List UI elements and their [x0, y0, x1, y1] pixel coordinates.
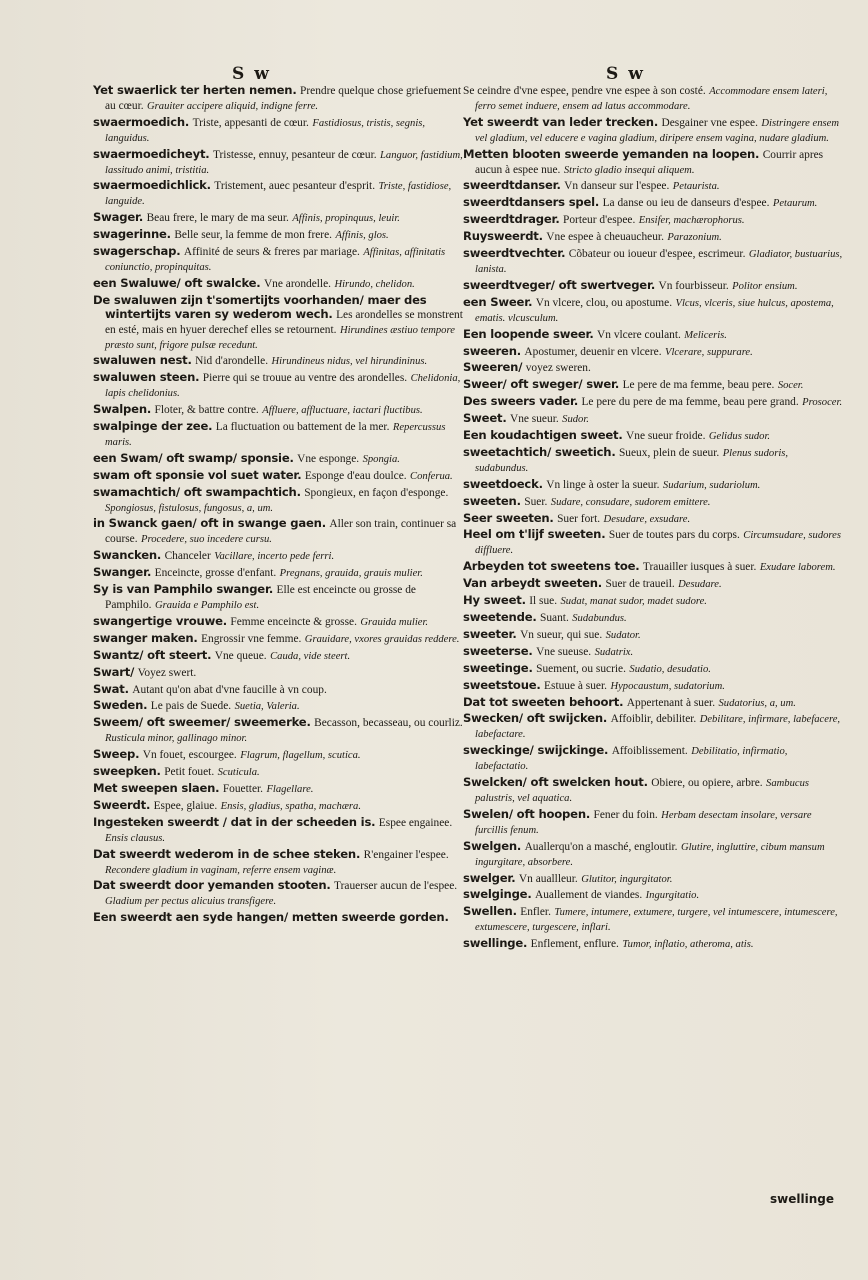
latin-gloss: Circumsudare, sudores diffluere.: [475, 530, 841, 557]
headword: swaermoedichlick.: [93, 178, 211, 193]
french-gloss: Enflement, enflure.: [530, 938, 619, 951]
french-gloss: Fouetter.: [222, 782, 264, 795]
dictionary-entry: [93, 765, 465, 780]
french-gloss: Estuue à suer.: [544, 679, 607, 692]
dictionary-entry: [93, 452, 465, 467]
latin-gloss: Prosocer.: [802, 397, 843, 409]
latin-gloss: Spongia.: [362, 453, 400, 465]
french-gloss: Vn fouet, escourgee.: [142, 749, 237, 762]
dictionary-entry: [463, 577, 843, 592]
latin-gloss: Grauida mulier.: [360, 616, 429, 628]
french-gloss: Pierre qui se trouue au ventre des arondelles.: [202, 372, 408, 385]
dictionary-entry: [463, 560, 843, 575]
french-gloss: Vn auallleur.: [518, 872, 578, 885]
french-gloss: Sueux, plein de sueur.: [618, 446, 720, 459]
headword: Van arbeydt sweeten.: [463, 576, 602, 591]
french-gloss: Belle seur, la femme de mon frere.: [174, 229, 332, 242]
latin-gloss: Cauda, vide steert.: [270, 650, 351, 662]
dictionary-entry: [463, 495, 843, 510]
french-gloss: La fluctuation ou battement de la mer.: [215, 421, 390, 434]
latin-gloss: Vlcerare, suppurare.: [665, 346, 753, 358]
latin-gloss: Gladiator, bustuarius, lanista.: [475, 249, 843, 275]
dictionary-entry: [463, 872, 843, 887]
latin-gloss: Ensis clausus.: [105, 832, 166, 844]
french-gloss: Nid d'arondelle.: [195, 355, 269, 368]
latin-gloss: Ensis, gladius, spatha, machæra.: [220, 800, 361, 812]
dictionary-entry: [93, 245, 465, 275]
headword: swam oft sponsie vol suet water.: [93, 467, 302, 482]
french-gloss: La danse ou ieu de danseurs d'espee.: [602, 197, 770, 210]
headword: een Swam/ oft swamp/ sponsie.: [93, 450, 294, 465]
dictionary-entry: [463, 179, 843, 194]
latin-gloss: Glutire, ingluttire, cibum mansum ingurgitare, absorbere.: [475, 841, 825, 868]
headword: swaluwen steen.: [93, 370, 200, 385]
latin-gloss: Accommodare ensem lateri, ferro semet induere, ensem ad latus accommodare.: [475, 86, 828, 112]
french-gloss: Affinité de seurs & freres par mariage.: [183, 246, 360, 259]
french-gloss: Engrossir vne femme.: [201, 632, 302, 645]
headword: een Swaluwe/ oft swalcke.: [93, 275, 261, 290]
headword: sweeren.: [463, 343, 521, 358]
latin-gloss: Recondere gladium in vaginam, referre ensem vaginæ.: [105, 864, 337, 876]
dictionary-entry: [93, 748, 465, 763]
dictionary-entry: [93, 371, 465, 401]
dictionary-entry: [463, 84, 843, 114]
dictionary-entry: [93, 583, 465, 613]
headword: swelger.: [463, 870, 516, 885]
dictionary-entry: [93, 294, 465, 353]
dictionary-entry: [463, 213, 843, 228]
headword: swaermoedicheyt.: [93, 146, 210, 161]
running-head-left: S w: [232, 64, 271, 84]
headword: swanger maken.: [93, 630, 198, 645]
dictionary-entry: [93, 683, 465, 698]
dictionary-entry: [93, 848, 465, 878]
dictionary-entry: [93, 84, 465, 114]
dictionary-entry: [93, 782, 465, 797]
headword: swaermoedich.: [93, 114, 190, 129]
dictionary-entry: [93, 116, 465, 146]
headword: Swart/: [93, 664, 135, 679]
latin-gloss: Sambucus palustris, vel aquatica.: [475, 778, 810, 804]
headword: Hy sweet.: [463, 593, 526, 608]
latin-gloss: Sudabundus.: [572, 613, 627, 624]
latin-gloss: Sudator.: [605, 629, 641, 641]
latin-gloss: Hirundineus nidus, vel hirundininus.: [271, 356, 428, 368]
french-gloss: Espee engainee.: [378, 816, 453, 829]
headword: Met sweepen slaen.: [93, 780, 220, 795]
french-gloss: Vn vlcere coulant.: [597, 328, 681, 341]
french-gloss: Se ceindre d'vne espee, pendre vne espee à son costé.: [463, 85, 706, 97]
french-gloss: Esponge d'eau doulce.: [304, 469, 407, 482]
dictionary-entry: [463, 744, 843, 774]
latin-gloss: Tumere, intumere, extumere, turgere, vel intumescere, intumescere, extumescere, turgescere, inflari.: [475, 907, 838, 934]
french-gloss: voyez sweren.: [525, 362, 591, 375]
french-gloss: Desgainer vne espee.: [661, 116, 758, 129]
dictionary-entry: [93, 549, 465, 564]
latin-gloss: Stricto gladio insequi aliquem.: [563, 164, 695, 176]
headword: Een sweerdt aen syde hangen/ metten sweerde gorden.: [93, 910, 449, 925]
dictionary-entry: [93, 699, 465, 714]
headword: sweeten.: [463, 493, 521, 508]
french-gloss: Becasson, becasseau, ou courliz.: [314, 717, 463, 730]
headword: Swalpen.: [93, 402, 152, 417]
left-column: [93, 84, 465, 928]
headword: Seer sweeten.: [463, 510, 554, 525]
latin-gloss: Grauiter accipere aliquid, indigne ferre.: [147, 100, 319, 112]
dictionary-entry: [463, 148, 843, 178]
headword: sweetstoue.: [463, 677, 541, 692]
headword: swangertige vrouwe.: [93, 613, 227, 628]
dictionary-entry: [93, 469, 465, 484]
headword: swagerschap.: [93, 244, 181, 259]
headword: een Sweer.: [463, 294, 533, 309]
dictionary-entry: [93, 277, 465, 292]
dictionary-entry: [93, 911, 465, 926]
dictionary-entry: [463, 345, 843, 360]
dictionary-entry: [93, 666, 465, 681]
dictionary-entry: [463, 840, 843, 870]
dictionary-entry: [463, 937, 843, 952]
headword: Sweerdt.: [93, 797, 151, 812]
headword: swamachtich/ oft swampachtich.: [93, 484, 301, 499]
latin-gloss: Desudare.: [678, 579, 722, 591]
french-gloss: Vne sueur froide.: [626, 430, 706, 443]
latin-gloss: Spongiosus, fistulosus, fungosus, a, um.: [105, 502, 274, 514]
french-gloss: Affoiblissement.: [611, 745, 688, 758]
dictionary-entry: [463, 395, 843, 410]
headword: sweerdtdansers spel.: [463, 195, 600, 210]
dictionary-entry: [93, 879, 465, 909]
headword: Sweer/ oft sweger/ swer.: [463, 377, 620, 392]
headword: Dat tot sweeten behoort.: [463, 694, 624, 709]
dictionary-entry: [463, 247, 843, 277]
dictionary-entry: [93, 649, 465, 664]
headword: sweetende.: [463, 610, 537, 624]
dictionary-entry: [463, 662, 843, 677]
french-gloss: Vne espee à cheuaucheur.: [546, 231, 664, 244]
headword: Arbeyden tot sweetens toe.: [463, 559, 640, 574]
latin-gloss: Flagrum, flagellum, scutica.: [240, 750, 361, 762]
latin-gloss: Ensifer, machærophorus.: [638, 215, 745, 227]
headword: Een koudachtigen sweet.: [463, 428, 623, 443]
headword: sweerdtdrager.: [463, 212, 560, 227]
headword: Swager.: [93, 210, 144, 225]
latin-gloss: Gelidus sudor.: [708, 431, 771, 443]
latin-gloss: Sudatorius, a, um.: [718, 697, 796, 709]
dictionary-entry: [463, 905, 843, 935]
latin-gloss: Conferua.: [410, 470, 453, 482]
latin-gloss: Debilitatio, infirmatio, labefactatio.: [475, 746, 788, 773]
latin-gloss: Sudatio, desudatio.: [629, 663, 711, 675]
latin-gloss: Flagellare.: [266, 783, 314, 795]
french-gloss: Trauerser aucun de l'espee.: [334, 880, 458, 893]
dictionary-entry: [463, 628, 843, 643]
headword: Swancken.: [93, 548, 162, 563]
french-gloss: Aller son train, continuer sa course.: [105, 518, 457, 546]
latin-gloss: Sudat, manat sudor, madet sudore.: [560, 596, 707, 608]
headword: Swecken/ oft swijcken.: [463, 711, 608, 726]
latin-gloss: Procedere, suo incedere cursu.: [141, 534, 272, 546]
french-gloss: Vne sueur.: [509, 413, 559, 426]
french-gloss: Enceincte, grosse d'enfant.: [154, 567, 277, 580]
latin-gloss: Rusticula minor, gallinago minor.: [105, 733, 248, 745]
headword: Des sweers vader.: [463, 394, 579, 409]
french-gloss: Cõbateur ou ioueur d'espee, escrimeur.: [568, 248, 746, 261]
headword: Heel om t'lijf sweeten.: [463, 527, 606, 542]
headword: sweetachtich/ sweetich.: [463, 444, 616, 459]
french-gloss: Vne esponge.: [297, 452, 360, 465]
latin-gloss: Scuticula.: [217, 767, 260, 779]
dictionary-entry: [93, 211, 465, 226]
latin-gloss: Hirundo, chelidon.: [334, 278, 415, 290]
latin-gloss: Grauidare, vxores grauidas reddere.: [304, 633, 460, 645]
latin-gloss: Vacillare, incerto pede ferri.: [214, 551, 335, 563]
french-gloss: Courrir apres aucun à espee nue.: [475, 148, 824, 176]
latin-gloss: Chelidonia, lapis chelidonius.: [105, 373, 461, 400]
french-gloss: Fener du foin.: [593, 808, 658, 821]
headword: Sweem/ oft sweemer/ sweemerke.: [93, 715, 311, 730]
french-gloss: Elle est enceincte ou grosse de Pamphilo.: [105, 584, 416, 611]
dictionary-entry: [93, 420, 465, 450]
dictionary-entry: [463, 808, 843, 838]
french-gloss: Porteur d'espee.: [563, 214, 636, 227]
latin-gloss: Petaurum.: [772, 198, 818, 210]
french-gloss: Suer de traueil.: [605, 578, 675, 591]
latin-gloss: Distringere ensem vel gladium, vel educere e vagina gladium, diripere ensem vagina, nudare gladium.: [475, 117, 839, 144]
headword: Sweden.: [93, 698, 148, 713]
headword: Dat sweerdt door yemanden stooten.: [93, 878, 331, 893]
headword: swaluwen nest.: [93, 353, 192, 368]
french-gloss: Triste, appesanti de cœur.: [192, 116, 309, 129]
latin-gloss: Affinis, glos.: [335, 230, 389, 242]
latin-gloss: Fastidiosus, tristis, segnis, languidus.: [105, 117, 426, 144]
headword: in Swanck gaen/ oft in swange gaen.: [93, 516, 326, 531]
latin-gloss: Vlcus, vlceris, siue hulcus, apostema, ematis. vlcusculum.: [475, 297, 834, 324]
latin-gloss: Herbam desectam insolare, versare furcillis fenum.: [475, 809, 812, 836]
french-gloss: Tristesse, ennuy, pesanteur de cœur.: [212, 148, 377, 161]
dictionary-entry: [463, 594, 843, 609]
french-gloss: Suer de toutes pars du corps.: [608, 529, 740, 542]
latin-gloss: Hirundines æstiuo tempore præsto sunt, frigore pulsæ recedunt.: [105, 324, 455, 351]
dictionary-entry: [93, 816, 465, 846]
latin-gloss: Politor ensium.: [732, 280, 798, 292]
headword: sweetdoeck.: [463, 476, 543, 491]
french-gloss: Affoiblir, debiliter.: [610, 713, 697, 726]
french-gloss: Petit fouet.: [164, 766, 215, 779]
dictionary-entry: [463, 478, 843, 493]
dictionary-entry: [93, 632, 465, 647]
dictionary-entry: [463, 776, 843, 806]
headword: Swat.: [93, 681, 129, 696]
french-gloss: Voyez swert.: [137, 666, 197, 679]
latin-gloss: Suetia, Valeria.: [234, 701, 300, 713]
latin-gloss: Affinitas, affinitatis coniunctio, propinquitas.: [105, 247, 446, 273]
headword: sweerdtdanser.: [463, 178, 561, 193]
dictionary-entry: [93, 566, 465, 581]
french-gloss: Appertenant à suer.: [626, 696, 716, 709]
dictionary-entry: [93, 228, 465, 243]
latin-gloss: Plenus sudoris, sudabundus.: [475, 447, 789, 474]
dictionary-entry: [463, 696, 843, 711]
headword: De swaluwen zijn t'somertijts voorhanden/ maer des wintertijts varen sy wederom wech.: [93, 292, 427, 321]
dictionary-entry: [463, 712, 843, 742]
latin-gloss: Tumor, inflatio, atheroma, atis.: [622, 939, 754, 951]
french-gloss: Suer fort.: [557, 512, 601, 525]
latin-gloss: Glutitor, ingurgitator.: [581, 873, 673, 885]
latin-gloss: Grauida e Pamphilo est.: [154, 600, 260, 611]
latin-gloss: Sudor.: [562, 414, 589, 426]
headword: Swanger.: [93, 565, 152, 580]
headword: sweetinge.: [463, 660, 533, 675]
latin-gloss: Triste, fastidiose, languide.: [105, 181, 452, 208]
latin-gloss: Affinis, propinquus, leuir.: [292, 213, 400, 225]
french-gloss: Suement, ou sucrie.: [536, 662, 626, 675]
right-column: [463, 84, 843, 954]
french-gloss: Vne arondelle.: [263, 277, 332, 290]
latin-gloss: Repercussus maris.: [105, 422, 446, 448]
headword: sweeter.: [463, 626, 517, 641]
latin-gloss: Sudatrix.: [594, 646, 634, 658]
headword: Swelen/ oft hoopen.: [463, 806, 591, 821]
french-gloss: Enfler.: [520, 906, 551, 919]
headword: sweeterse.: [463, 643, 533, 658]
french-gloss: Le pere du pere de ma femme, beau pere grand.: [581, 396, 799, 409]
dictionary-entry: [463, 528, 843, 558]
dictionary-entry: [463, 328, 843, 343]
french-gloss: Vne queue.: [214, 649, 267, 662]
headword: Sweep.: [93, 747, 140, 762]
dictionary-entry: [463, 446, 843, 476]
headword: swagerinne.: [93, 227, 171, 242]
dictionary-entry: [463, 679, 843, 694]
headword: Ingesteken sweerdt / dat in der scheeden is.: [93, 814, 376, 829]
latin-gloss: Gladium per pectus alicuius transfigere.: [105, 896, 277, 908]
headword: Dat sweerdt wederom in de schee steken.: [93, 846, 361, 861]
headword: Sy is van Pamphilo swanger.: [93, 582, 274, 597]
headword: Metten blooten sweerde yemanden na loopen.: [463, 146, 760, 161]
latin-gloss: Parazonium.: [667, 232, 722, 244]
headword: Swelcken/ oft swelcken hout.: [463, 775, 648, 790]
dictionary-entry: [463, 412, 843, 427]
headword: sweepken.: [93, 764, 161, 779]
french-gloss: Il sue.: [529, 595, 558, 608]
headword: swalpinge der zee.: [93, 419, 213, 434]
dictionary-entry: [463, 279, 843, 294]
french-gloss: Vn vlcere, clou, ou apostume.: [535, 296, 673, 309]
french-gloss: Suant.: [540, 612, 569, 624]
dictionary-entry: [93, 517, 465, 547]
dictionary-entry: [93, 486, 465, 516]
french-gloss: Espee, glaiue.: [153, 799, 218, 812]
french-gloss: Auallement de viandes.: [534, 889, 643, 902]
dictionary-entry: [463, 116, 843, 146]
french-gloss: Tristement, auec pesanteur d'esprit.: [214, 180, 376, 193]
french-gloss: Prendre quelque chose griefuement au cœur.: [105, 85, 462, 112]
dictionary-entry: [463, 611, 843, 626]
latin-gloss: Exudare laborem.: [759, 562, 836, 574]
french-gloss: Spongieux, en façon d'esponge.: [304, 486, 449, 499]
french-gloss: Suer.: [524, 495, 548, 508]
latin-gloss: Languor, fastidium, lassitudo animi, tristitia.: [105, 149, 463, 176]
latin-gloss: Ingurgitatio.: [645, 890, 700, 902]
headword: swellinge.: [463, 936, 528, 951]
dictionary-entry: [463, 429, 843, 444]
french-gloss: Femme enceincte & grosse.: [230, 615, 357, 628]
french-gloss: Obiere, ou opiere, arbre.: [651, 777, 763, 790]
headword: sweckinge/ swijckinge.: [463, 743, 609, 758]
headword: sweerdtvechter.: [463, 246, 566, 261]
dictionary-entry: [93, 403, 465, 418]
french-gloss: Vn danseur sur l'espee.: [564, 180, 670, 193]
dictionary-entry: [93, 354, 465, 369]
headword: Swellen.: [463, 904, 517, 919]
dictionary-entry: [93, 179, 465, 209]
french-gloss: Chanceler: [164, 550, 211, 563]
latin-gloss: Sudarium, sudariolum.: [662, 479, 761, 491]
latin-gloss: Petaurista.: [672, 181, 720, 193]
dictionary-entry: [93, 148, 465, 178]
french-gloss: R'engainer l'espee.: [363, 848, 449, 861]
french-gloss: Beau frere, le mary de ma seur.: [146, 212, 289, 225]
french-gloss: Le pere de ma femme, beau pere.: [622, 379, 775, 392]
latin-gloss: Meliceris.: [684, 329, 727, 341]
dictionary-entry: [463, 230, 843, 245]
headword: swelginge.: [463, 887, 532, 902]
headword: Swelgen.: [463, 838, 522, 853]
latin-gloss: Sudare, consudare, sudorem emittere.: [550, 496, 711, 508]
headword: Ruysweerdt.: [463, 229, 543, 244]
headword: Swantz/ oft steert.: [93, 647, 212, 662]
french-gloss: Auallerqu'on a masché, engloutir.: [524, 840, 678, 853]
dictionary-entry: [93, 615, 465, 630]
french-gloss: Apostumer, deuenir en vlcere.: [524, 345, 662, 358]
french-gloss: Le pais de Suede.: [150, 700, 232, 713]
headword: sweerdtveger/ oft swertveger.: [463, 277, 656, 292]
latin-gloss: Socer.: [777, 380, 804, 392]
headword: Sweeren/: [463, 360, 523, 375]
french-gloss: Les arondelles se monstrent en esté, mais en hyuer derechef elles se retournent.: [105, 308, 463, 336]
latin-gloss: Affluere, affluctuare, iactari fluctibus.: [262, 405, 423, 417]
dictionary-entry: [463, 645, 843, 660]
running-head-right: S w: [606, 64, 645, 84]
dictionary-entry: [463, 512, 843, 527]
french-gloss: Vne sueuse.: [536, 645, 592, 658]
french-gloss: Autant qu'on abat d'vne faucille à vn coup.: [132, 683, 327, 696]
french-gloss: Trauailler iusques à suer.: [642, 561, 757, 574]
dictionary-entry: [93, 716, 465, 746]
dictionary-entry: [463, 888, 843, 903]
dictionary-entry: [463, 296, 843, 326]
french-gloss: Vn linge à oster la sueur.: [546, 478, 660, 491]
latin-gloss: Desudare, exsudare.: [603, 513, 691, 525]
latin-gloss: Hypocaustum, sudatorium.: [610, 680, 725, 692]
catchword: swellinge: [770, 1192, 834, 1206]
headword: Een loopende sweer.: [463, 326, 594, 341]
dictionary-entry: [463, 378, 843, 393]
headword: Yet sweerdt van leder trecken.: [463, 114, 659, 129]
french-gloss: Vn fourbisseur.: [658, 279, 729, 292]
headword: Sweet.: [463, 411, 507, 426]
dictionary-entry: [463, 196, 843, 211]
headword: Yet swaerlick ter herten nemen.: [93, 83, 297, 97]
dictionary-entry: [93, 799, 465, 814]
latin-gloss: Debilitare, infirmare, labefacere, labefactare.: [475, 714, 841, 741]
latin-gloss: Pregnans, grauida, grauis mulier.: [279, 568, 423, 580]
dictionary-entry: [463, 361, 843, 376]
french-gloss: Vn sueur, qui sue.: [520, 628, 603, 641]
french-gloss: Floter, & battre contre.: [154, 404, 259, 417]
